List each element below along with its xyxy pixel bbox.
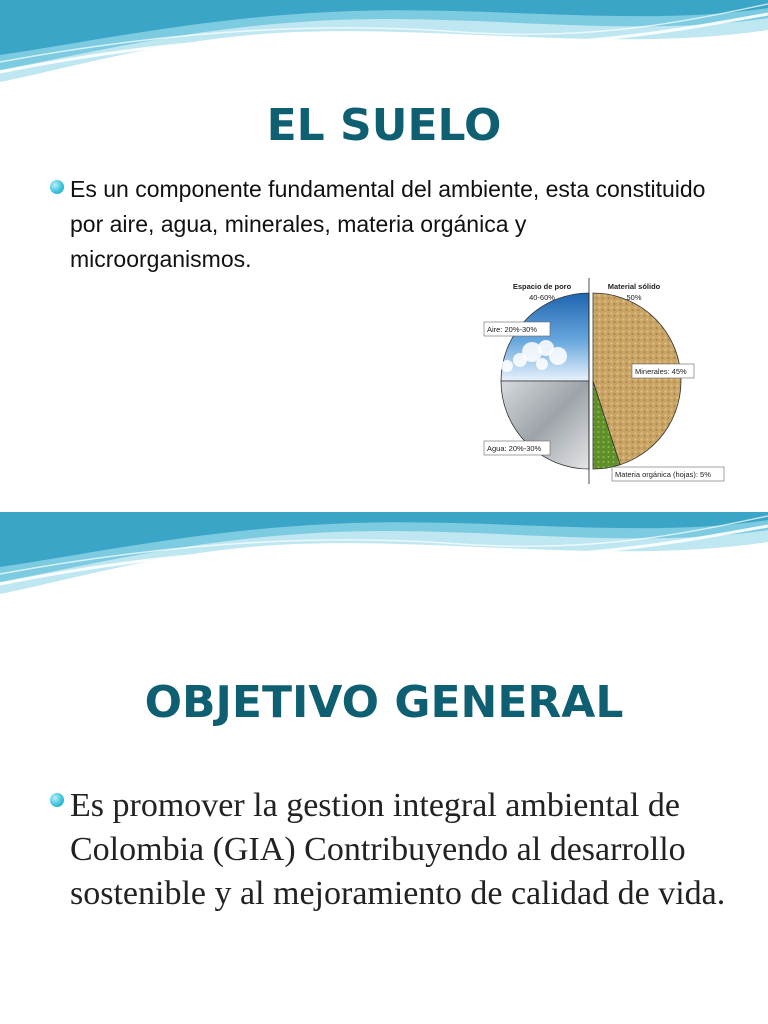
slice-label-aire: Aire: 20%-30%: [487, 325, 538, 334]
soil-composition-chart: [472, 270, 734, 492]
group-range-pore-space: 40-60%: [529, 293, 555, 302]
slide-title: EL SUELO: [266, 100, 502, 151]
group-label-solid-material: Material sólido: [607, 282, 661, 291]
group-value-solid-material: 50%: [626, 293, 642, 302]
cloud-shape: [536, 358, 548, 370]
slice-label-materia-organica: Materia orgánica (hojas): 5%: [615, 470, 711, 479]
header-wave-decoration: [0, 512, 768, 607]
slice-label-minerales: Minerales: 45%: [635, 367, 687, 376]
cloud-shape: [549, 347, 567, 365]
bullet-icon: [50, 793, 64, 807]
pie-chart-svg: [472, 270, 734, 492]
pie-slice-agua: [501, 381, 589, 469]
slide-body-text: Es promover la gestion integral ambiental de Colombia (GIA) Contribuyendo al desarrollo sostenible y al mejoramiento de calidad de vida.: [70, 787, 726, 912]
cloud-shape: [513, 353, 527, 367]
group-label-pore-space: Espacio de poro: [512, 282, 572, 291]
bullet-icon: [50, 180, 64, 194]
slide-objetivo-general: [0, 512, 768, 1024]
slide-body-text: Es un componente fundamental del ambiente, esta constituido por aire, agua, minerales, materia orgánica y microorganismos.: [70, 176, 706, 272]
slice-label-agua: Agua: 20%-30%: [487, 444, 542, 453]
cloud-shape: [501, 360, 513, 372]
slide-title: OBJETIVO GENERAL: [144, 677, 624, 728]
header-wave-decoration: [0, 0, 768, 95]
